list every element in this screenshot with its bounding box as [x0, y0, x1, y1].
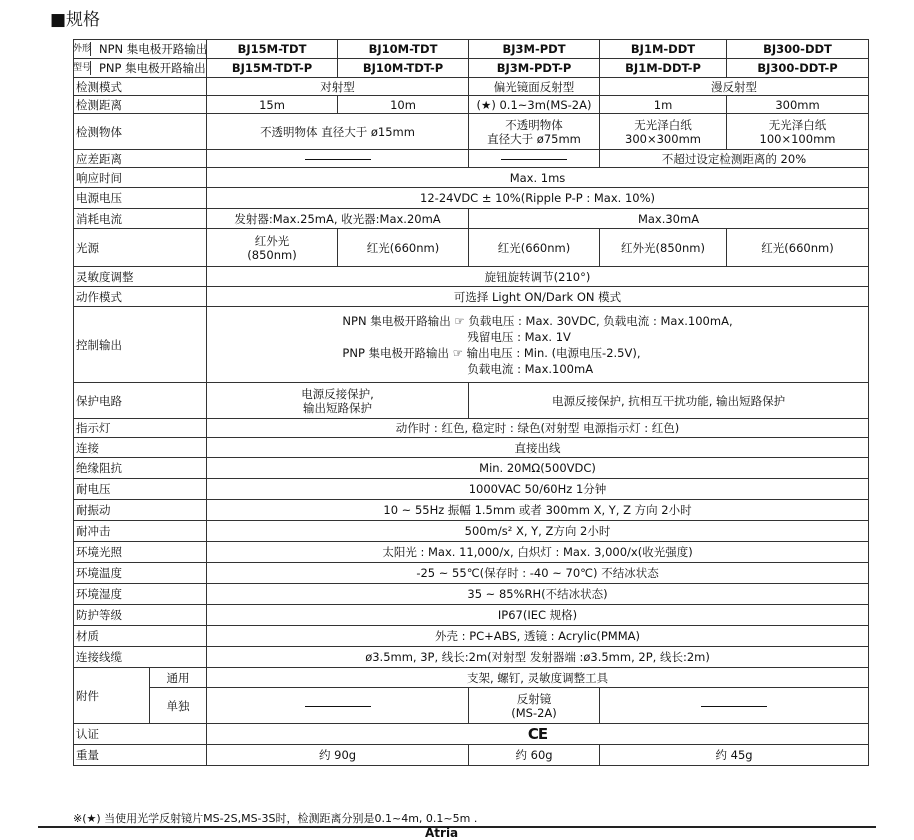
row-dielectric	[74, 479, 869, 500]
npn-model-4: BJ1M-DDT	[600, 40, 727, 59]
cell-line: 红外光	[254, 233, 290, 248]
cell-value: Min. 20MΩ(500VDC)	[207, 458, 869, 479]
cell-value: 太阳光 : Max. 11,000/x, 白炽灯 : Max. 3,000/x(收光强度)	[207, 542, 869, 563]
cell-dash	[600, 688, 869, 724]
row-label: 重量	[74, 745, 207, 766]
npn-model-2: BJ10M-TDT	[338, 40, 469, 59]
row-label: 消耗电流	[74, 209, 207, 229]
row-hysteresis	[74, 150, 869, 168]
cell-value: 漫反射型	[600, 78, 869, 96]
row-label: 连接	[74, 438, 207, 458]
cell-line: (MS-2A)	[511, 705, 557, 720]
cell-value: 外壳 : PC+ABS, 透镜 : Acrylic(PMMA)	[207, 626, 869, 647]
cell-dash	[469, 150, 600, 168]
row-accessory-common	[74, 668, 869, 688]
cell-value: 对射型	[207, 78, 469, 96]
row-weight	[74, 745, 869, 766]
row-label: 指示灯	[74, 419, 207, 438]
cell-value: 红光(660nm)	[727, 229, 869, 267]
sub-label: 通用	[150, 668, 207, 688]
cell-value: ø3.5mm, 3P, 线长:2m(对射型 发射器端 :ø3.5mm, 2P, 线长:2m)	[207, 647, 869, 668]
row-label: 保护电路	[74, 383, 207, 419]
cell-line: 100×100mm	[759, 131, 836, 146]
row-label: 电源电压	[74, 188, 207, 209]
cell-value: 动作时 : 红色, 稳定时 : 绿色(对射型 电源指示灯 : 红色)	[207, 419, 869, 438]
cell-dash	[207, 150, 469, 168]
cell-line: 300×300mm	[625, 131, 701, 146]
npn-model-1: BJ15M-TDT	[207, 40, 338, 59]
npn-model-row	[74, 40, 869, 59]
pnp-model-2: BJ10M-TDT-P	[338, 59, 469, 78]
row-label: 应差距离	[74, 150, 207, 168]
section-title: ■规格	[50, 10, 101, 30]
row-label: 灵敏度调整	[74, 267, 207, 287]
output-line: 残留电压 : Max. 1V	[467, 329, 571, 344]
row-vibration	[74, 500, 869, 521]
cell-value: 不透明物体 直径大于 ø15mm	[207, 114, 469, 150]
dash-line	[701, 706, 767, 707]
cell-value	[207, 307, 869, 383]
row-accessory-single	[74, 688, 869, 724]
cell-value	[207, 229, 338, 267]
npn-model-3: BJ3M-PDT	[469, 40, 600, 59]
row-label: 耐冲击	[74, 521, 207, 542]
cell-value: 旋钮旋转调节(210°)	[207, 267, 869, 287]
output-line: PNP 集电极开路输出 ☞ 输出电压 : Min. (电源电压-2.5V),	[342, 345, 641, 360]
row-operation	[74, 287, 869, 307]
cell-value: 偏光镜面反射型	[469, 78, 600, 96]
pnp-model-5: BJ300-DDT-P	[727, 59, 869, 78]
row-insulation	[74, 458, 869, 479]
pnp-header-cell	[74, 59, 207, 78]
cell-value: Max.30mA	[469, 209, 869, 229]
pnp-model-row	[74, 59, 869, 78]
cell-value: 电源反接保护, 抗相互干扰功能, 输出短路保护	[469, 383, 869, 419]
cell-value: 红光(660nm)	[338, 229, 469, 267]
row-protection	[74, 383, 869, 419]
output-block	[342, 313, 732, 377]
row-label: 环境湿度	[74, 584, 207, 605]
cell-value: 支架, 螺钉, 灵敏度调整工具	[207, 668, 869, 688]
cell-value: 1000VAC 50/60Hz 1分钟	[207, 479, 869, 500]
cell-value	[469, 688, 600, 724]
row-sensitivity	[74, 267, 869, 287]
cell-value: IP67(IEC 规格)	[207, 605, 869, 626]
row-material	[74, 626, 869, 647]
row-voltage	[74, 188, 869, 209]
spec-table	[73, 39, 869, 766]
cell-value: 500m/s² X, Y, Z方向 2小时	[207, 521, 869, 542]
footnote: ※(★) 当使用光学反射镜片MS-2S,MS-3S时，检测距离分别是0.1~4m, 0.1~5m .	[73, 812, 478, 825]
pnp-label: PNP 集电极开路输出	[99, 61, 206, 75]
row-label: 附件	[74, 668, 150, 724]
cell-value: 10 ~ 55Hz 振幅 1.5mm 或者 300mm X, Y, Z 方向 2小时	[207, 500, 869, 521]
row-indicator	[74, 419, 869, 438]
dash-line	[501, 159, 567, 160]
cell-value	[727, 114, 869, 150]
row-cert	[74, 724, 869, 745]
row-label: 检测模式	[74, 78, 207, 96]
row-distance	[74, 96, 869, 114]
image-label-bottom: 型号	[73, 63, 92, 73]
row-temperature	[74, 563, 869, 584]
cell-value: 15m	[207, 96, 338, 114]
row-mode	[74, 78, 869, 96]
cell-value: 35 ~ 85%RH(不结冰状态)	[207, 584, 869, 605]
cell-value	[207, 383, 469, 419]
cell-line: (850nm)	[247, 247, 297, 262]
cell-line: 电源反接保护,	[301, 386, 374, 401]
row-humidity	[74, 584, 869, 605]
row-output	[74, 307, 869, 383]
cell-value: 约 90g	[207, 745, 469, 766]
cell-value: -25 ~ 55℃(保存时 : -40 ~ 70℃) 不结冰状态	[207, 563, 869, 584]
row-label: 耐电压	[74, 479, 207, 500]
row-ip	[74, 605, 869, 626]
cell-value: 直接出线	[207, 438, 869, 458]
cell-value	[469, 114, 600, 150]
row-label: 绝缘阻抗	[74, 458, 207, 479]
bottom-fragment: Atria	[425, 826, 459, 840]
row-label: 防护等级	[74, 605, 207, 626]
cell-value: 不超过设定检测距离的 20%	[600, 150, 869, 168]
npn-label: NPN 集电极开路输出	[99, 42, 208, 56]
cell-value: 12-24VDC ± 10%(Ripple P-P : Max. 10%)	[207, 188, 869, 209]
row-response	[74, 168, 869, 188]
cell-line: 反射镜	[516, 691, 552, 706]
pnp-model-1: BJ15M-TDT-P	[207, 59, 338, 78]
cell-line: 输出短路保护	[303, 400, 373, 415]
cell-value: 约 45g	[600, 745, 869, 766]
row-cable	[74, 647, 869, 668]
cell-line: 不透明物体	[505, 117, 563, 132]
row-connection	[74, 438, 869, 458]
cell-value: 红光(660nm)	[469, 229, 600, 267]
cell-value	[600, 114, 727, 150]
cell-value: (★) 0.1~3m(MS-2A)	[469, 96, 600, 114]
row-object	[74, 114, 869, 150]
cell-value: 发射器:Max.25mA, 收光器:Max.20mA	[207, 209, 469, 229]
row-label: 耐振动	[74, 500, 207, 521]
row-shock	[74, 521, 869, 542]
cell-value: 10m	[338, 96, 469, 114]
cell-value: 约 60g	[469, 745, 600, 766]
output-line: 负载电流 : Max.100mA	[467, 361, 594, 376]
cell-line: 无光泽白纸	[768, 117, 827, 132]
row-label: 检测物体	[74, 114, 207, 150]
npn-header-cell	[74, 40, 207, 59]
cell-value: Max. 1ms	[207, 168, 869, 188]
row-light	[74, 229, 869, 267]
row-label: 控制输出	[74, 307, 207, 383]
cell-dash	[207, 688, 469, 724]
cell-line: 直径大于 ø75mm	[487, 131, 581, 146]
row-label: 认证	[74, 724, 207, 745]
row-label: 环境温度	[74, 563, 207, 584]
pnp-model-3: BJ3M-PDT-P	[469, 59, 600, 78]
row-label: 环境光照	[74, 542, 207, 563]
row-label: 检测距离	[74, 96, 207, 114]
dash-line	[305, 159, 371, 160]
cell-value: 可选择 Light ON/Dark ON 模式	[207, 287, 869, 307]
cell-value: 300mm	[727, 96, 869, 114]
cell-value: 红外光(850nm)	[600, 229, 727, 267]
row-ambient-light	[74, 542, 869, 563]
cell-value: 1m	[600, 96, 727, 114]
row-label: 响应时间	[74, 168, 207, 188]
row-label: 材质	[74, 626, 207, 647]
ce-mark: CE	[207, 724, 869, 745]
row-label: 动作模式	[74, 287, 207, 307]
cell-line: 无光泽白纸	[634, 117, 692, 132]
row-current	[74, 209, 869, 229]
row-label: 连接线缆	[74, 647, 207, 668]
pnp-model-4: BJ1M-DDT-P	[600, 59, 727, 78]
output-line: NPN 集电极开路输出 ☞ 负载电压 : Max. 30VDC, 负载电流 : Max.100mA,	[342, 313, 733, 328]
image-label-top: 外形	[73, 44, 92, 54]
sub-label: 单独	[150, 688, 207, 724]
row-label: 光源	[74, 229, 207, 267]
npn-model-5: BJ300-DDT	[727, 40, 869, 59]
dash-line	[305, 706, 371, 707]
